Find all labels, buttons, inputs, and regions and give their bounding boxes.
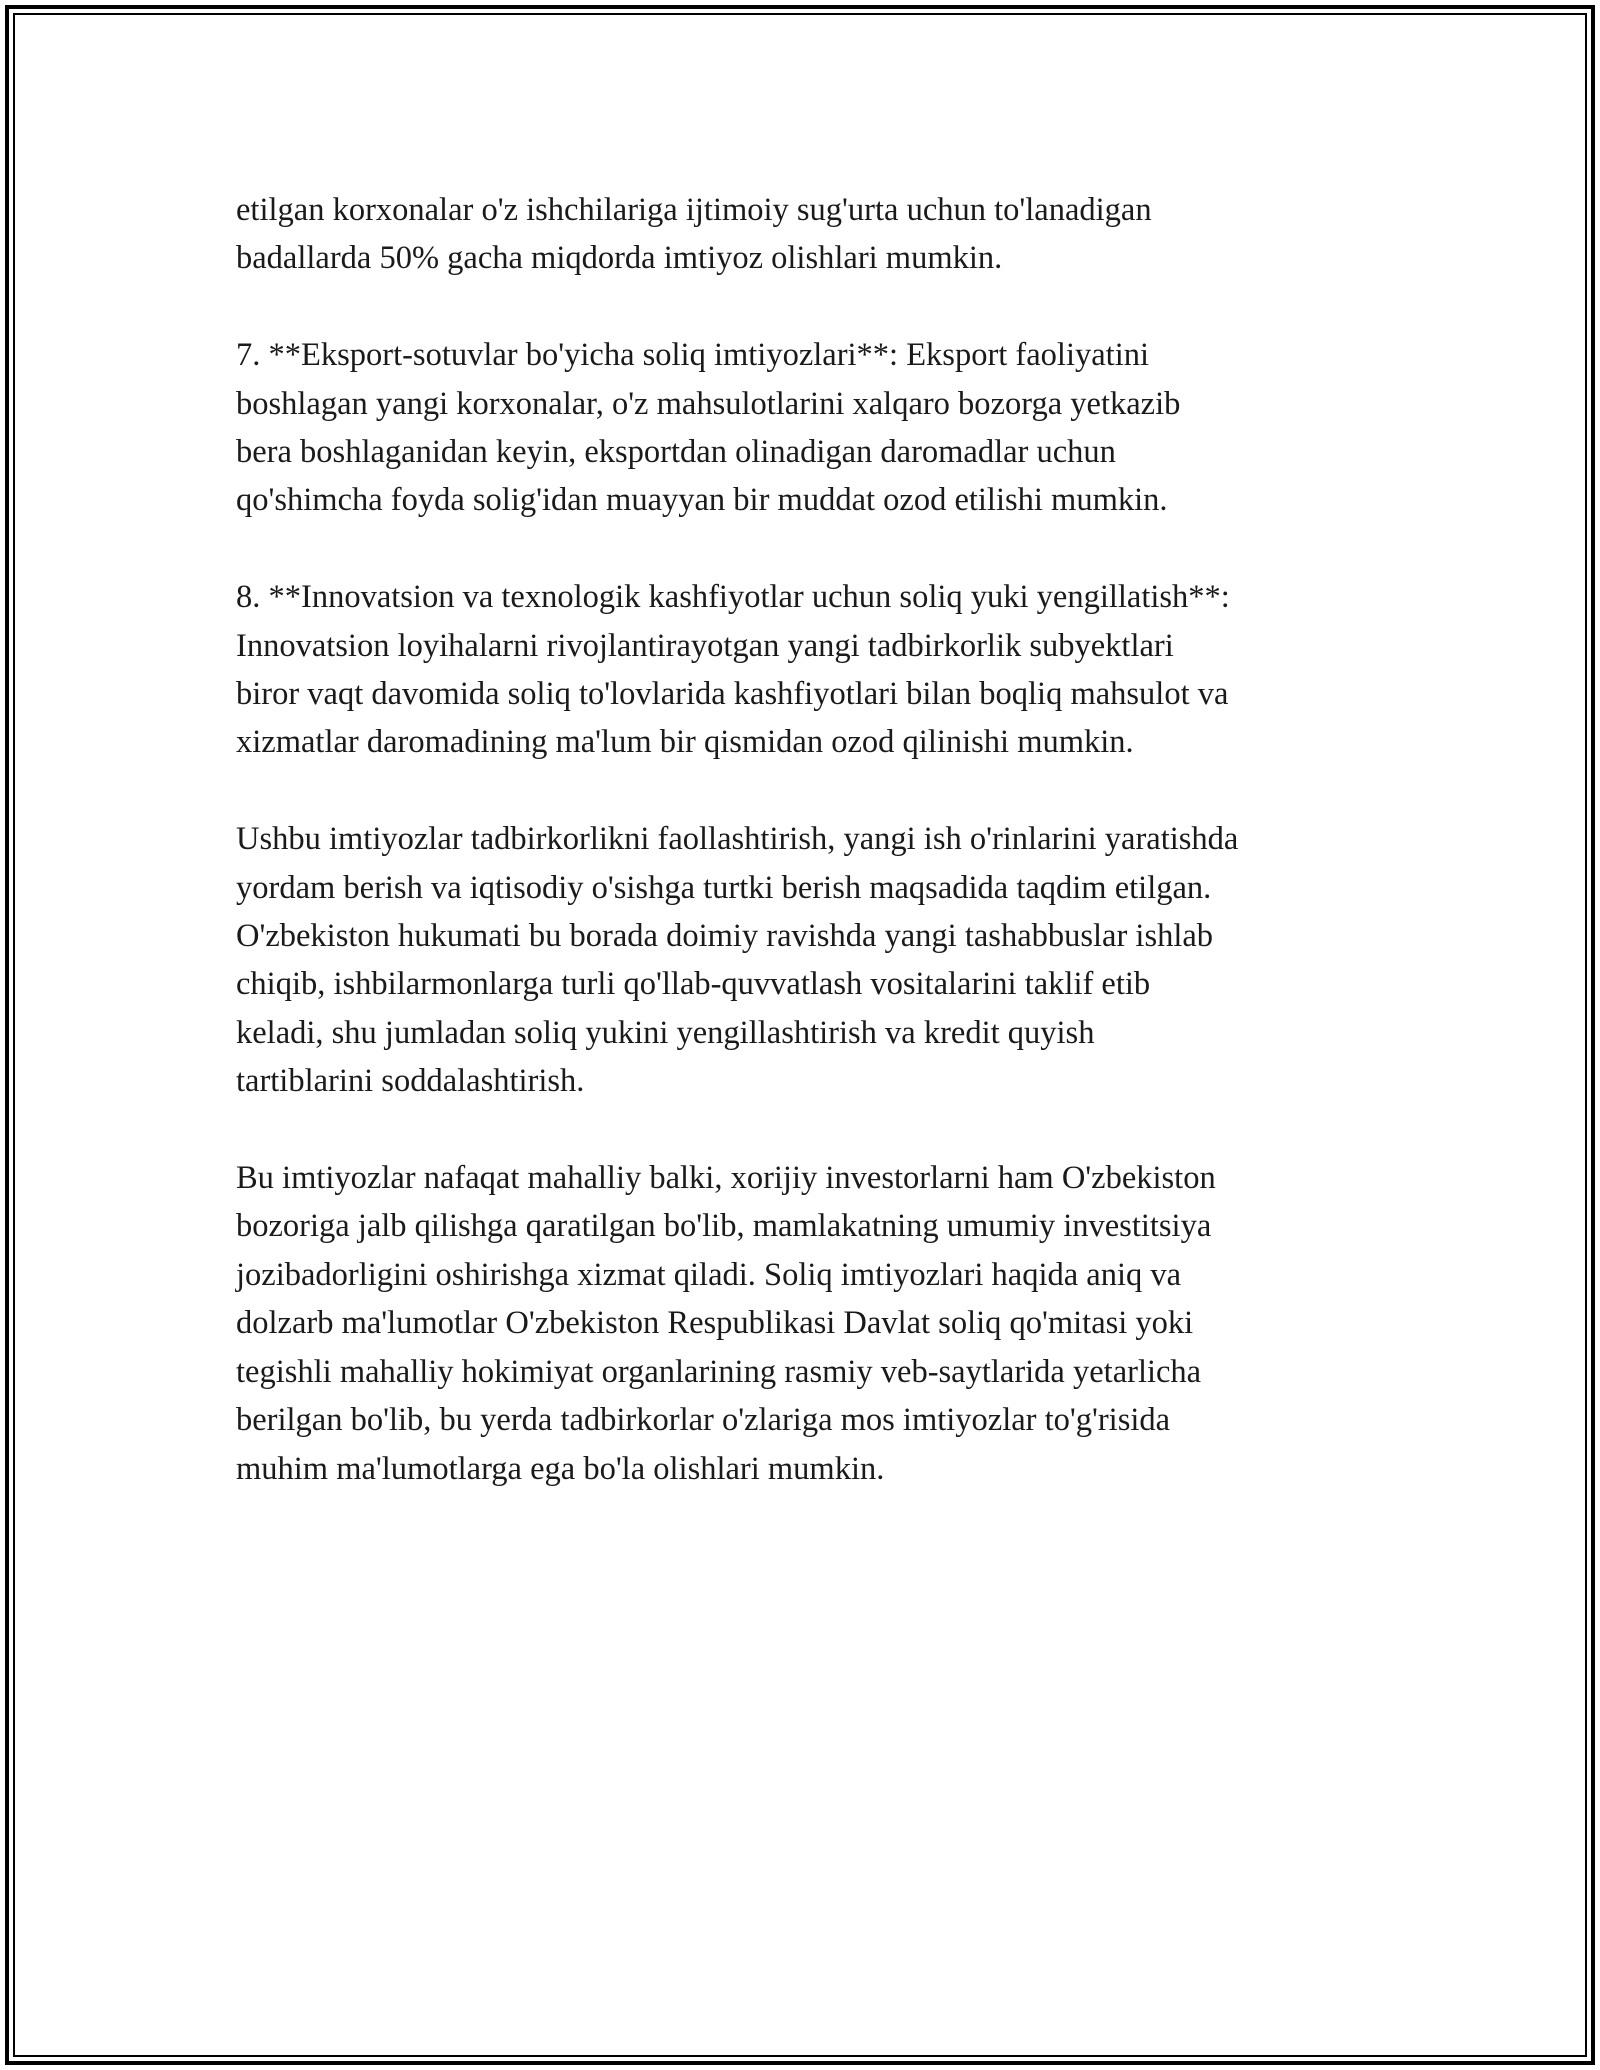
text-line: Innovatsion loyihalarni rivojlantirayotgan yangi tadbirkorlik subyektlari [236, 627, 1174, 664]
text-line: tartiblarini soddalashtirish. [236, 1063, 585, 1100]
text-line: bozoriga jalb qilishga qaratilgan bo'lib, mamlakatning umumiy investitsiya [236, 1208, 1212, 1245]
text-line: berilgan bo'lib, bu yerda tadbirkorlar o'zlariga mos imtiyozlar to'g'risida [236, 1402, 1171, 1439]
text-line: etilgan korxonalar o'z ishchilariga ijtimoiy sug'urta uchun to'lanadigan [236, 192, 1152, 228]
text-line: O'zbekiston hukumati bu borada doimiy ravishda yangi tashabbuslar ishlab [236, 918, 1214, 955]
text-line: yordam berish va iqtisodiy o'sishga turtki berish maqsadida taqdim etilgan. [236, 869, 1212, 906]
text-line: Ushbu imtiyozlar tadbirkorlikni faollashtirish, yangi ish o'rinlarini yaratishda [236, 821, 1239, 858]
text-line: Bu imtiyozlar nafaqat mahalliy balki, xorijiy investorlarni ham O'zbekiston [236, 1160, 1216, 1197]
text-line: muhim ma'lumotlarga ega bo'la olishlari mumkin. [236, 1450, 885, 1487]
text-line: dolzarb ma'lumotlar O'zbekiston Respublikasi Davlat soliq qo'mitasi yoki [236, 1305, 1194, 1342]
text-line: tegishli mahalliy hokimiyat organlarining rasmiy veb-saytlarida yetarlicha [236, 1353, 1202, 1390]
paragraph-innovation-tax-relief [236, 573, 1386, 767]
text-line: qo'shimcha foyda solig'idan muayyan bir muddat ozod etilishi mumkin. [236, 482, 1168, 519]
text-line: keladi, shu jumladan soliq yukini yengillashtirish va kredit quyish [236, 1014, 1095, 1051]
text-line: xizmatlar daromadining ma'lum bir qismidan ozod qilinishi mumkin. [236, 724, 1134, 761]
text-line: boshlagan yangi korxonalar, o'z mahsulotlarini xalqaro bozorga yetkazib [236, 385, 1181, 422]
text-line: chiqib, ishbilarmonlarga turli qo'llab-quvvatlash vositalarini taklif etib [236, 966, 1151, 1003]
paragraph-benefits-purpose [236, 815, 1386, 1105]
document-body [236, 186, 1386, 1541]
text-line: badallarda 50% gacha miqdorda imtiyoz olishlari mumkin. [236, 240, 1003, 277]
paragraph-export-tax-benefits [236, 331, 1386, 525]
text-line: jozibadorligini oshirishga xizmat qiladi. Soliq imtiyozlari haqida aniq va [236, 1256, 1182, 1293]
text-line: 7. **Eksport-sotuvlar bo'yicha soliq imtiyozlari**: Eksport faoliyatini [236, 337, 1149, 374]
text-line: 8. **Innovatsion va texnologik kashfiyotlar uchun soliq yuki yengillatish**: [236, 579, 1230, 616]
text-line: biror vaqt davomida soliq to'lovlarida kashfiyotlari bilan boqliq mahsulot va [236, 676, 1229, 713]
text-line: bera boshlaganidan keyin, eksportdan olinadigan daromadlar uchun [236, 434, 1116, 471]
paragraph-social-insurance-continued [236, 186, 1386, 283]
paragraph-foreign-investors [236, 1154, 1386, 1493]
